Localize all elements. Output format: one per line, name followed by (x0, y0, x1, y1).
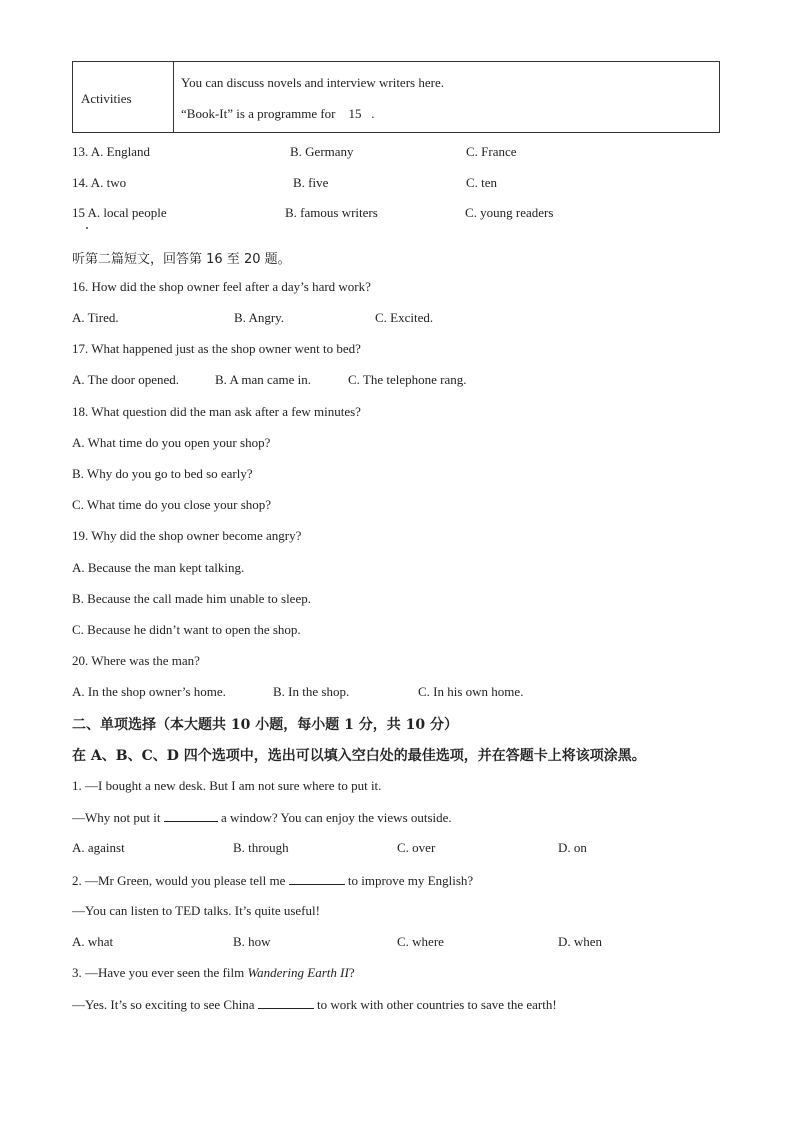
mc1-line2-post: a window? You can enjoy the views outside. (220, 810, 452, 825)
q17-stem: 17. What happened just as the shop owner went to bed? (72, 341, 361, 356)
mc1-answer-blank (164, 809, 218, 822)
q14-option-b: B. five (293, 175, 329, 190)
mc1-line2 (72, 809, 452, 826)
mc2-option-b: B. how (233, 934, 271, 949)
table-divider (173, 62, 174, 132)
q13-option-c: C. France (466, 144, 517, 159)
mc1-line1: 1. —I bought a new desk. But I am not sure where to put it. (72, 778, 382, 793)
passage2-heading: 听第二篇短文，回答第 16 至 20 题。 (72, 252, 291, 267)
mc2-line1-pre: 2. —Mr Green, would you please tell me (72, 873, 286, 888)
q20-option-b: B. In the shop. (273, 684, 350, 699)
q18-option-c: C. What time do you close your shop? (72, 497, 272, 512)
q15-dot-mark (86, 227, 88, 229)
mc1-option-c: C. over (397, 840, 436, 855)
q19-stem: 19. Why did the shop owner become angry? (72, 528, 302, 543)
mc1-option-b: B. through (233, 840, 289, 855)
q20-option-c: C. In his own home. (418, 684, 524, 699)
table-line2-prefix: “Book-It” is a programme for (181, 106, 336, 121)
table-label: Activities (81, 91, 132, 106)
table-line2-suffix: . (371, 106, 375, 121)
q19-option-c: C. Because he didn’t want to open the shop. (72, 622, 301, 637)
q14-option-a: 14. A. two (72, 175, 127, 190)
mc2-option-c: C. where (397, 934, 444, 949)
q16-stem: 16. How did the shop owner feel after a day’s hard work? (72, 279, 371, 294)
mc1-line2-pre: —Why not put it (72, 810, 161, 825)
mc3-answer-blank (258, 996, 314, 1009)
q19-option-b: B. Because the call made him unable to sleep. (72, 591, 311, 606)
mc3-line1 (72, 965, 355, 981)
mc2-line1-post: to improve my English? (347, 873, 474, 888)
q19-option-a: A. Because the man kept talking. (72, 560, 245, 575)
mc2-option-a: A. what (72, 934, 114, 949)
mc2-answer-blank (289, 872, 345, 885)
mc2-line1 (72, 872, 473, 889)
q18-option-a: A. What time do you open your shop? (72, 435, 271, 450)
mc3-line2-pre: —Yes. It’s so exciting to see China (72, 997, 255, 1012)
q17-option-c: C. The telephone rang. (348, 372, 467, 387)
q14-option-c: C. ten (466, 175, 498, 190)
mc2-option-d: D. when (558, 934, 603, 949)
part2-instruction: 在 A、B、C、D 四个选项中，选出可以填入空白处的最佳选项，并在答题卡上将该项涂黑。 (72, 748, 646, 764)
q20-stem: 20. Where was the man? (72, 653, 200, 668)
q16-option-c: C. Excited. (375, 310, 434, 325)
q17-option-a: A. The door opened. (72, 372, 179, 387)
mc1-option-a: A. against (72, 840, 125, 855)
q20-option-a: A. In the shop owner’s home. (72, 684, 226, 699)
mc3-line1-post: ? (348, 965, 355, 980)
q15-option-b: B. famous writers (285, 205, 378, 220)
q18-option-b: B. Why do you go to bed so early? (72, 466, 253, 481)
mc3-line1-pre: 3. —Have you ever seen the film (72, 965, 245, 980)
mc2-line2: —You can listen to TED talks. It’s quite useful! (72, 903, 320, 918)
q13-option-b: B. Germany (290, 144, 354, 159)
q15-option-c: C. young readers (465, 205, 554, 220)
q18-stem: 18. What question did the man ask after a few minutes? (72, 404, 361, 419)
table-blank-number: 15 (348, 106, 362, 121)
part2-title: 二、单项选择（本大题共 10 小题，每小题 1 分，共 10 分） (72, 717, 458, 733)
mc3-film-title: Wandering Earth II (247, 965, 349, 980)
table-line2 (181, 106, 375, 122)
q13-option-a: 13. A. England (72, 144, 150, 159)
q17-option-b: B. A man came in. (215, 372, 312, 387)
mc1-option-d: D. on (558, 840, 587, 855)
q16-option-a: A. Tired. (72, 310, 119, 325)
q16-option-b: B. Angry. (234, 310, 285, 325)
table-line1: You can discuss novels and interview writers here. (181, 75, 444, 90)
mc3-line2 (72, 996, 557, 1013)
mc3-line2-post: to work with other countries to save the earth! (316, 997, 557, 1012)
q15-option-a: 15 A. local people (72, 205, 167, 220)
activities-table (72, 61, 720, 133)
